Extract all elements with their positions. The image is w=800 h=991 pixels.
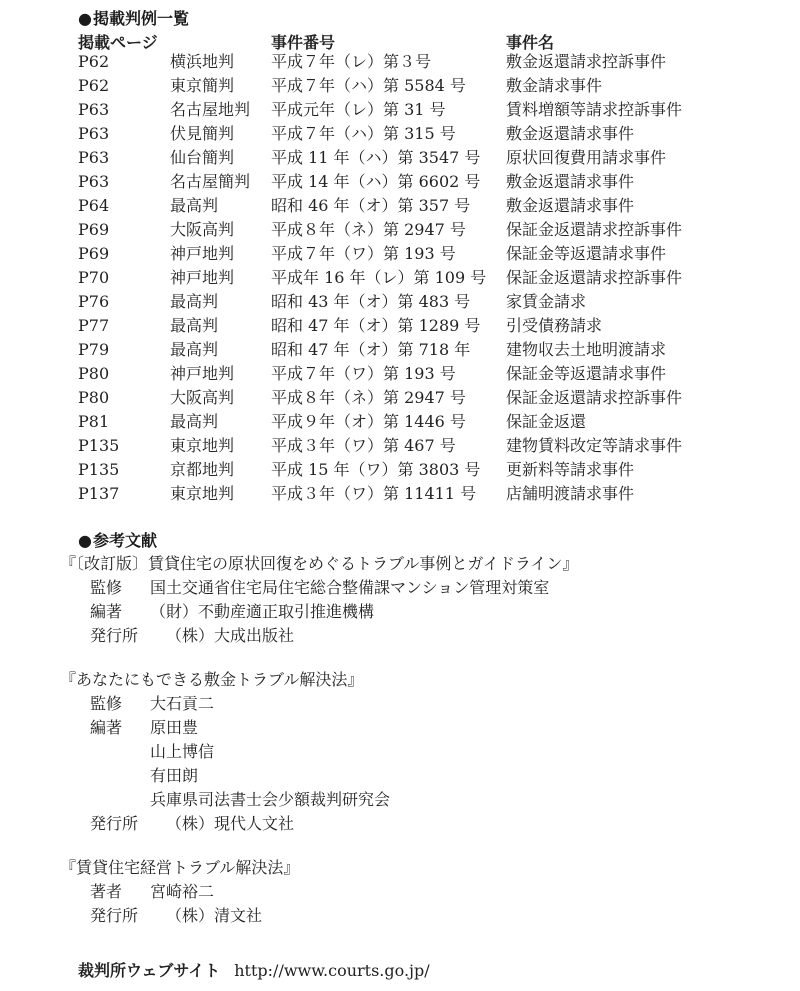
case-name: 賃料増額等請求控訴事件 [506,100,683,119]
case-number: 平成８年（ネ）第 2947 号 [271,220,466,239]
reference-credit [60,764,780,788]
header-name: 事件名 [506,33,555,52]
case-name: 引受債務請求 [506,316,603,335]
table-row [78,388,778,412]
case-name: 保証金返還請求控訴事件 [506,388,683,407]
credit-name: （株）現代人文社 [166,814,295,833]
case-name: 保証金等返還請求事件 [506,364,667,383]
case-number: 平成８年（ネ）第 2947 号 [271,388,466,407]
case-name: 店舗明渡請求事件 [506,484,635,503]
table-row [78,292,778,316]
credit-role: 発行所 [90,814,139,833]
case-number: 平成 11 年（ハ）第 3547 号 [271,148,481,167]
case-page: P137 [78,484,120,503]
credit-name: （株）清文社 [166,906,263,925]
references-section-title: ●参考文献 [78,531,157,550]
credit-name: 国土交通省住宅局住宅総合整備課マンション管理対策室 [150,578,550,597]
credit-name: 大石貢二 [150,694,215,713]
website-reference [78,958,430,981]
table-row [78,244,778,268]
case-page: P81 [78,412,110,431]
case-court: 最高判 [170,340,219,359]
table-row [78,196,778,220]
bullet-icon: ● [78,9,92,28]
case-page: P63 [78,100,110,119]
website-label: 裁判所ウェブサイト [78,961,221,980]
case-court: 仙台簡判 [170,148,235,167]
case-court: 神戸地判 [170,364,235,383]
case-name: 敷金返還請求事件 [506,124,635,143]
case-number: 昭和 47 年（オ）第 718 年 [271,340,471,359]
references-list [60,552,780,948]
case-page: P69 [78,244,110,263]
credit-role: 著者 [90,882,123,901]
cases-table-header [78,30,778,52]
case-court: 最高判 [170,292,219,311]
case-name: 原状回復費用請求事件 [506,148,667,167]
reference-credit [60,812,780,836]
credit-role: 発行所 [90,906,139,925]
reference-credit [60,788,780,812]
table-row [78,76,778,100]
case-page: P80 [78,388,110,407]
reference-book [60,668,780,836]
table-row [78,412,778,436]
case-name: 敷金返還請求控訴事件 [506,52,667,71]
reference-book [60,856,780,928]
reference-credit [60,576,780,600]
credit-role: 編著 [90,718,123,737]
case-number: 平成７年（ワ）第 193 号 [271,364,456,383]
case-page: P77 [78,316,110,335]
case-page: P63 [78,148,110,167]
case-page: P63 [78,172,110,191]
credit-role: 監修 [90,578,123,597]
case-name: 敷金請求事件 [506,76,603,95]
case-page: P63 [78,124,110,143]
case-page: P135 [78,460,120,479]
reference-credit [60,740,780,764]
case-court: 最高判 [170,412,219,431]
case-name: 家賃金請求 [506,292,587,311]
credit-name: 山上博信 [150,742,215,761]
case-court: 神戸地判 [170,268,235,287]
table-row [78,340,778,364]
case-number: 平成年 16 年（レ）第 109 号 [271,268,487,287]
reference-title: 『〔改訂版〕賃貸住宅の原状回復をめぐるトラブル事例とガイドライン』 [60,554,579,573]
table-row [78,316,778,340]
reference-book [60,552,780,648]
case-page: P135 [78,436,120,455]
case-page: P69 [78,220,110,239]
case-court: 最高判 [170,196,219,215]
case-page: P62 [78,52,110,71]
credit-name: （財）不動産適正取引推進機構 [150,602,375,621]
case-page: P70 [78,268,110,287]
case-court: 神戸地判 [170,244,235,263]
reference-credit [60,692,780,716]
case-court: 名古屋地判 [170,100,251,119]
reference-credit [60,600,780,624]
credit-name: 有田朗 [150,766,199,785]
case-page: P79 [78,340,110,359]
table-row [78,484,778,508]
reference-title: 『あなたにもできる敷金トラブル解決法』 [60,670,364,689]
header-page: 掲載ページ [78,33,158,52]
table-row [78,220,778,244]
table-row [78,100,778,124]
case-page: P80 [78,364,110,383]
reference-credit [60,624,780,648]
table-row [78,436,778,460]
case-court: 大阪高判 [170,388,235,407]
case-number: 平成７年（ワ）第 193 号 [271,244,456,263]
case-court: 東京地判 [170,484,235,503]
case-name: 建物賃料改定等請求事件 [506,436,683,455]
table-row [78,364,778,388]
case-court: 伏見簡判 [170,124,235,143]
bullet-icon: ● [78,531,92,550]
case-number: 平成３年（ワ）第 11411 号 [271,484,477,503]
case-number: 平成７年（ハ）第 5584 号 [271,76,466,95]
case-name: 更新料等請求事件 [506,460,635,479]
case-number: 平成９年（オ）第 1446 号 [271,412,466,431]
case-court: 最高判 [170,316,219,335]
table-row [78,268,778,292]
reference-credit [60,904,780,928]
cases-section-title: ●掲載判例一覧 [78,9,189,28]
reference-title: 『賃貸住宅経営トラブル解決法』 [60,858,300,877]
website-url[interactable]: http://www.courts.go.jp/ [234,961,430,980]
credit-name: 宮崎裕二 [150,882,215,901]
credit-name: 兵庫県司法書士会少額裁判研究会 [150,790,391,809]
cases-table [78,52,778,508]
case-court: 東京簡判 [170,76,235,95]
case-name: 敷金返還請求事件 [506,196,635,215]
case-name: 保証金返還請求控訴事件 [506,268,683,287]
case-number: 昭和 43 年（オ）第 483 号 [271,292,471,311]
case-name: 敷金返還請求事件 [506,172,635,191]
case-number: 平成 15 年（ワ）第 3803 号 [271,460,481,479]
case-number: 昭和 47 年（オ）第 1289 号 [271,316,481,335]
reference-credit [60,880,780,904]
credit-role: 編著 [90,602,123,621]
table-row [78,172,778,196]
credit-name: （株）大成出版社 [166,626,295,645]
table-row [78,124,778,148]
credit-role: 発行所 [90,626,139,645]
header-number: 事件番号 [271,33,336,52]
table-row [78,52,778,76]
case-court: 大阪高判 [170,220,235,239]
case-page: P64 [78,196,110,215]
credit-name: 原田豊 [150,718,199,737]
case-page: P62 [78,76,110,95]
case-court: 京都地判 [170,460,235,479]
case-page: P76 [78,292,110,311]
case-court: 名古屋簡判 [170,172,251,191]
case-number: 平成７年（レ）第３号 [271,52,432,71]
case-name: 建物収去土地明渡請求 [506,340,667,359]
table-row [78,460,778,484]
case-name: 保証金等返還請求事件 [506,244,667,263]
credit-role: 監修 [90,694,123,713]
case-number: 平成３年（ワ）第 467 号 [271,436,456,455]
case-name: 保証金返還 [506,412,587,431]
case-name: 保証金返還請求控訴事件 [506,220,683,239]
table-row [78,148,778,172]
reference-credit [60,716,780,740]
case-number: 昭和 46 年（オ）第 357 号 [271,196,471,215]
case-court: 東京地判 [170,436,235,455]
case-number: 平成 14 年（ハ）第 6602 号 [271,172,481,191]
case-number: 平成元年（レ）第 31 号 [271,100,446,119]
case-number: 平成７年（ハ）第 315 号 [271,124,456,143]
case-court: 横浜地判 [170,52,235,71]
